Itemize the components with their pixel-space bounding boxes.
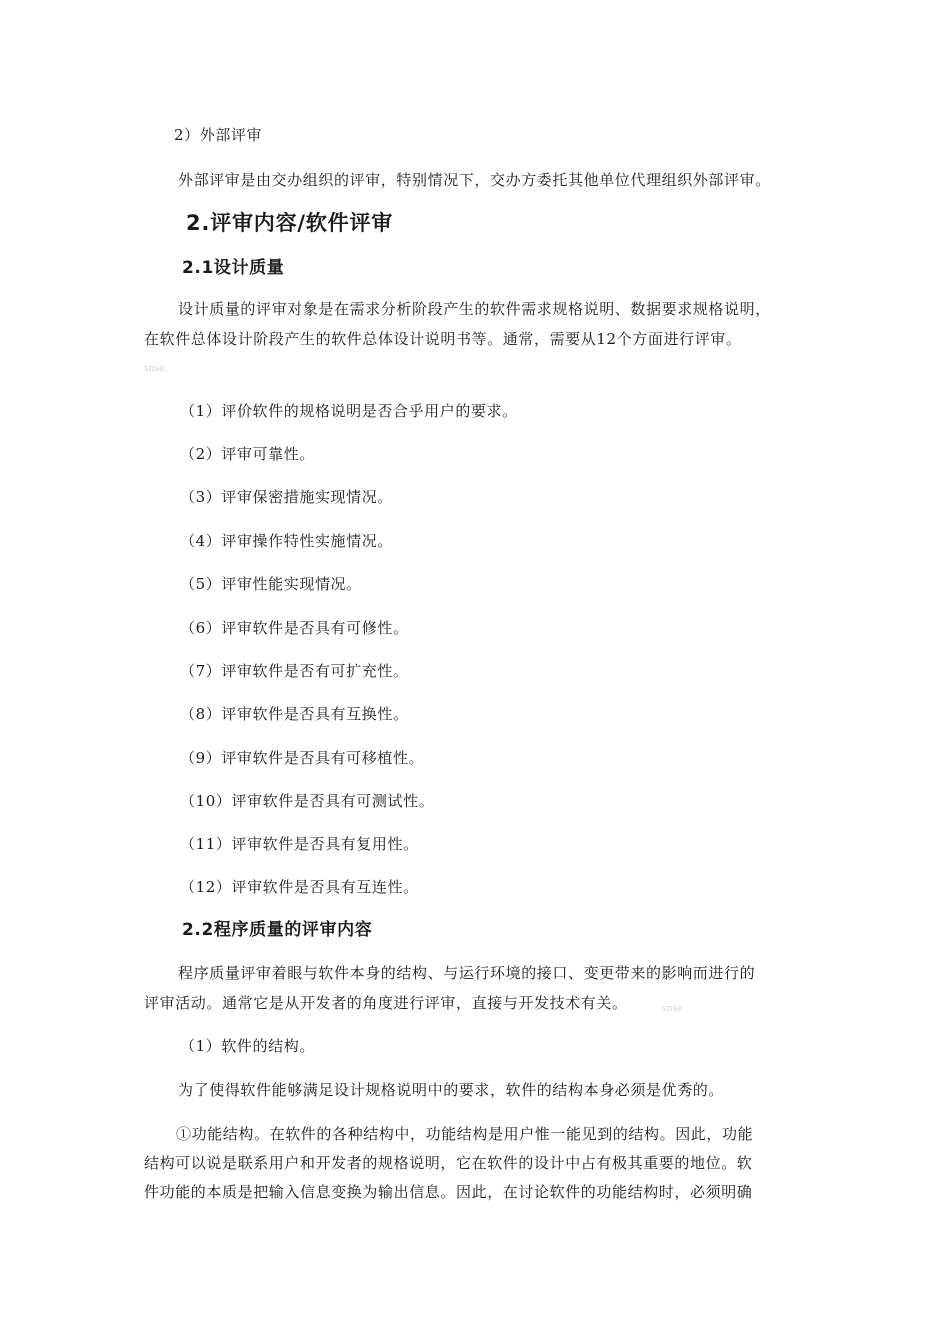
paragraph-function-line-1: ①功能结构。在软件的各种结构中，功能结构是用户惟一能见到的结构。因此，功能 [176, 1125, 754, 1143]
paragraph-structure: 为了使得软件能够满足设计规格说明中的要求，软件的结构本身必须是优秀的。 [178, 1081, 725, 1099]
watermark-text: snse。 [144, 364, 174, 374]
paragraph-program-line-2: 评审活动。通常它是从开发者的角度进行评审，直接与开发技术有关。 [144, 994, 628, 1012]
design-item-2: （2）评审可靠性。 [180, 445, 315, 463]
paragraph-external-review: 外部评审是由交办组织的评审，特别情况下，交办方委托其他单位代理组织外部评审。 [178, 171, 771, 189]
design-item-3: （3）评审保密措施实现情况。 [180, 488, 393, 506]
design-item-7: （7）评审软件是否有可扩充性。 [180, 662, 409, 680]
paragraph-function-line-2: 结构可以说是联系用户和开发者的规格说明，它在软件的设计中占有极其重要的地位。软 [144, 1154, 753, 1172]
design-item-8: （8）评审软件是否具有互换性。 [180, 705, 409, 723]
paragraph-design-line-1: 设计质量的评审对象是在需求分析阶段产生的软件需求规格说明、数据要求规格说明， [178, 300, 771, 318]
design-item-11: （11）评审软件是否具有复用性。 [180, 835, 419, 853]
design-item-12: （12）评审软件是否具有互连性。 [180, 878, 419, 896]
watermark-text-2: snse [662, 1004, 683, 1014]
design-item-10: （10）评审软件是否具有可测试性。 [180, 792, 435, 810]
design-item-4: （4）评审操作特性实施情况。 [180, 532, 393, 550]
heading-section-2-2: 2.2程序质量的评审内容 [182, 920, 373, 940]
paragraph-design-line-2: 在软件总体设计阶段产生的软件总体设计说明书等。通常，需要从12个方面进行评审。 [144, 330, 742, 348]
paragraph-program-line-1: 程序质量评审着眼与软件本身的结构、与运行环境的接口、变更带来的影响而进行的 [178, 964, 756, 982]
design-item-1: （1）评价软件的规格说明是否合乎用户的要求。 [180, 402, 518, 420]
design-item-6: （6）评审软件是否具有可修性。 [180, 619, 409, 637]
heading-section-2: 2.评审内容/软件评审 [186, 211, 394, 235]
paragraph-function-line-3: 件功能的本质是把输入信息变换为输出信息。因此，在讨论软件的功能结构时，必须明确 [144, 1183, 753, 1201]
design-item-9: （9）评审软件是否具有可移植性。 [180, 749, 425, 767]
item-software-structure: （1）软件的结构。 [180, 1037, 315, 1055]
design-item-5: （5）评审性能实现情况。 [180, 575, 362, 593]
heading-section-2-1: 2.1设计质量 [182, 258, 285, 278]
item-external-review: 2）外部评审 [174, 126, 263, 144]
